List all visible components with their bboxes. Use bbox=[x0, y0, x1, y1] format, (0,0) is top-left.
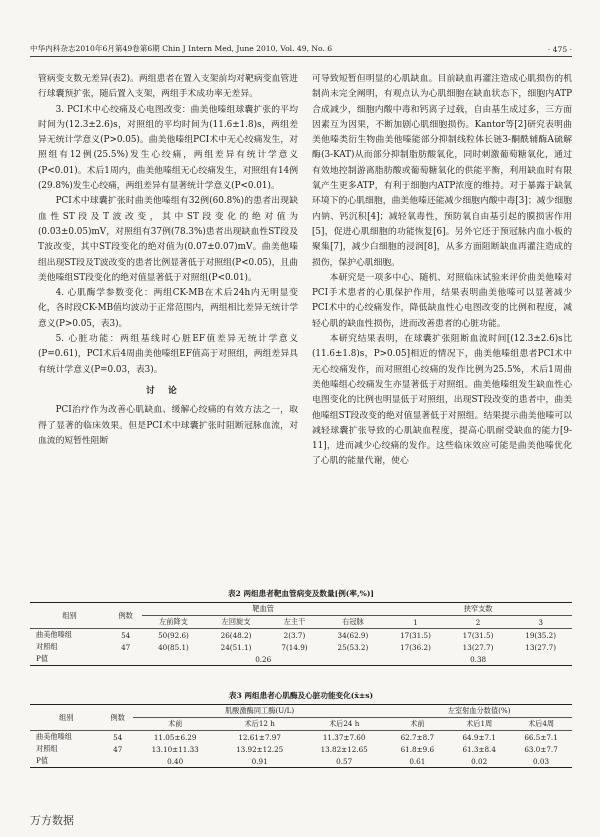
table2-col-header: 左回旋支 bbox=[221, 617, 251, 626]
table3-col-header: 术后1周 bbox=[466, 719, 493, 728]
table2-n-header: 例数 bbox=[109, 603, 142, 629]
paragraph: PCI术中球囊扩张时曲美他嗪组有32例(60.8%)的患者出现缺血性ST段及T波改变，其中ST段变化的绝对值为(0.03±0.05)mV，对照组有37例(78.3%)患者出现缺血性ST段及T波改变，其中ST段变化的绝对值为(0.07±0.07)mV。曲美他嗪组出现ST段及T波改变的患者比例显著低于对照组(P<0.05)，且曲美他嗪组ST段变化的绝对值显著低于对照组(P<0.01)。 bbox=[38, 196, 298, 283]
paragraph: 可导致短暂但明显的心肌缺血。目前缺血再灌注造成心肌损伤的机制尚未完全阐明，有观点认为心肌细胞在缺血状态下，细胞内ATP合成减少，细胞内酸中毒和钙离子过载，自由基生成过多，三方面因素互为因果，不断加剧心肌细胞损伤。Kantor等[2]研究表明曲美他嗪类衍生物曲美他嗪能部分抑制线粒体长链3-酮酰辅酶A硫解酶(3-KAT)从而部分抑制脂肪酸氧化，同时刺激葡萄糖氧化，通过有效地控制游离脂肪酸或葡萄糖氧化的供能平衡，利用缺血时有限氧产生更多ATP，有利于细胞内ATP浓度的维持。对于暴露于缺氧环境下的心肌细胞，曲美他嗪还能减少细胞内酸中毒[3]；减少细胞内钠、钙沉积[4]；减轻氧毒性，预防氧自由基引起的膜损害作用[5]，促进心肌细胞的功能恢复[6]。另外它还于预冠脉内血小板的聚集[7]，减少白细胞的浸润[8]，从多方面阻断缺血再灌注造成的损伤，保护心肌细胞。 bbox=[312, 74, 572, 268]
table-cell: 对照组 bbox=[36, 642, 58, 651]
table-cell: 40(85.1) bbox=[158, 642, 189, 652]
p-value: 0.38 bbox=[470, 654, 487, 664]
table3-col-header: 术后24 h bbox=[328, 719, 360, 728]
p-value: 0.57 bbox=[336, 756, 353, 766]
p-value-label: P值 bbox=[36, 756, 49, 765]
table-cell: 54 bbox=[113, 732, 123, 742]
paragraph: 管病变支数无差异(表2)。两组患者在置入支架前均对靶病变血管进行球囊预扩张，随后置入支架，两组手术成功率无差异。 bbox=[38, 74, 298, 100]
table-cell: 63.0±7.7 bbox=[524, 744, 558, 754]
paragraph: PCI治疗作为改善心肌缺血、缓解心绞痛的有效方法之一，取得了显著的临床效果。但是PCI术中球囊扩张时阻断冠脉血流，对血流的短暂性阻断 bbox=[38, 405, 298, 446]
p-value: 0.61 bbox=[409, 756, 426, 766]
table-cell: 对照组 bbox=[36, 744, 58, 753]
table-cell: 13.92±12.25 bbox=[236, 744, 284, 754]
table-cell: 13.82±12.65 bbox=[320, 744, 368, 754]
table3-caption: 表3 两组患者心肌酶及心脏功能变化(x̄±s) bbox=[228, 691, 374, 700]
table2-group-header: 组别 bbox=[30, 603, 109, 629]
table-cell: 66.5±7.1 bbox=[524, 732, 558, 742]
table-row bbox=[30, 755, 572, 768]
table2-caption: 表2 两组患者靶血管病变及数量[例(率,%)] bbox=[227, 589, 375, 598]
p-value: 0.26 bbox=[255, 654, 272, 664]
table-cell: 13(27.7) bbox=[525, 642, 557, 652]
table2-narrow-header: 狭窄支数 bbox=[384, 603, 572, 616]
table-cell: 54 bbox=[121, 630, 131, 640]
paragraph: 4. 心肌酶学参数变化：两组CK-MB在术后24h内无明显变化，各时段CK-MB值均波动于正常范围内，两组相比差异无统计学意义(P>0.05，表3)。 bbox=[38, 288, 298, 329]
table-row bbox=[30, 743, 572, 755]
table-cell: 2(3.7) bbox=[283, 630, 306, 640]
table3-n-header: 例数 bbox=[103, 705, 133, 731]
table-cell: 19(35.2) bbox=[525, 630, 557, 640]
paragraph: 本研究结果表明，在球囊扩张阻断血流时间[(12.3±2.6)s比(11.6±1.8)s，P>0.05]相近的情况下，曲美他嗪组患者PCI术中无心绞痛发作，而对照组心绞痛的发作比例为25.5%，术后1周曲美他嗪组心绞痛发生亦显著低于对照组。曲美他嗪组发生缺血性心电图变化的比例也明显低于对照组，出现ST段改变的患者中，曲美他嗪组ST段改变的绝对值显著低于对照组。结果提示曲美他嗪可以减轻球囊扩张导致的心肌缺血程度，提高心肌耐受缺血的能力[9-11]，进而减少心绞痛的发作。这些临床效应可能是曲美他嗪优化了心肌的能量代谢，使心 bbox=[312, 334, 572, 467]
table-cell: 13.10±11.33 bbox=[151, 744, 199, 754]
table-cell: 61.8±9.6 bbox=[400, 744, 435, 754]
page-number: · 475 · bbox=[547, 45, 572, 54]
table-cell: 17(36.2) bbox=[400, 642, 431, 652]
table-cell: 24(51.1) bbox=[220, 642, 252, 652]
table-cell: 17(31.5) bbox=[462, 630, 494, 640]
table3-ef-header: 左室射血分数值(%) bbox=[386, 705, 572, 718]
table-cell: 47 bbox=[121, 642, 131, 652]
p-value: 0.02 bbox=[471, 756, 488, 766]
table2-col-header: 左主干 bbox=[283, 617, 306, 626]
table-cell: 11.37±7.60 bbox=[322, 732, 366, 742]
journal-info: 中华内科杂志2010年6月第49卷第6期 Chin J Intern Med, June 2010, Vol. 49, No. 6 bbox=[30, 44, 333, 53]
table2-col-header: 右冠脉 bbox=[342, 617, 364, 626]
p-value: 0.91 bbox=[251, 756, 268, 766]
table-cell: 25(53.2) bbox=[337, 642, 369, 652]
p-value-label: P值 bbox=[36, 654, 49, 663]
table2-col-header: 2 bbox=[475, 617, 481, 627]
table3-group-header: 组别 bbox=[30, 705, 103, 731]
right-column bbox=[312, 72, 572, 470]
table-row bbox=[30, 641, 572, 653]
table2 bbox=[30, 602, 572, 666]
table-cell: 64.9±7.1 bbox=[462, 732, 496, 742]
table-cell: 17(31.5) bbox=[400, 630, 431, 640]
table-cell: 曲美他嗪组 bbox=[36, 630, 72, 639]
table3-col-header: 术前 bbox=[410, 719, 425, 728]
watermark-footer: 万方数据 bbox=[30, 814, 74, 827]
table-cell: 7(14.9) bbox=[281, 642, 308, 652]
table-cell: 12.61±7.97 bbox=[238, 732, 281, 742]
section-heading: 讨论 bbox=[146, 385, 190, 396]
paragraph: 5. 心脏功能：两组基线时心脏EF值差异无统计学意义(P=0.61)，PCI术后4周曲美他嗪组EF值高于对照组，两组差异具有统计学意义(P=0.03，表3)。 bbox=[38, 334, 298, 375]
table-cell: 曲美他嗪组 bbox=[36, 732, 72, 741]
table2-col-header: 3 bbox=[538, 617, 543, 627]
paragraph: 本研究是一项多中心、随机、对照临床试验来评价曲美他嗪对PCI手术患者的心肌保护作用，结果表明曲美他嗪可以显著减少PCI术中的心绞痛发作，降低缺血性心电图改变的比例和程度，减轻心肌的缺血性损伤，进而改善患者的心脏功能。 bbox=[312, 272, 572, 329]
p-value: 0.40 bbox=[167, 756, 184, 766]
paragraph: 3. PCI术中心绞痛及心电图改变：曲美他嗪组球囊扩张的平均时间为(12.3±2.6)s，对照组的平均时间为(11.6±1.8)s，两组差异无统计学意义(P>0.05)。曲美他嗪组PCI术中无心绞痛发生，对照组有12例(25.5%)发生心绞痛，两组差异有统计学意义(P<0.01)。术后1周内，曲美他嗪组无心绞痛发生，对照组有14例(29.8%)发生心绞痛，两组差异有显著统计学意义(P<0.01)。 bbox=[38, 104, 298, 192]
table-cell: 11.05±6.29 bbox=[153, 732, 197, 742]
table3-col-header: 术后12 h bbox=[244, 719, 275, 728]
table-cell: 26(48.2) bbox=[220, 630, 252, 640]
table3-ck-header: 肌酸激酶同工酶(U/L) bbox=[133, 705, 387, 718]
table-cell: 61.3±8.4 bbox=[462, 744, 496, 754]
table-cell: 62.7±8.7 bbox=[400, 732, 435, 742]
left-column bbox=[38, 72, 298, 449]
table3 bbox=[30, 704, 572, 768]
table2-col-header: 1 bbox=[413, 617, 418, 627]
table-row bbox=[30, 731, 572, 744]
table2-vessel-header: 靶血管 bbox=[142, 603, 384, 616]
table-row bbox=[30, 653, 572, 666]
table-cell: 50(92.6) bbox=[158, 630, 189, 640]
table3-col-header: 术后4周 bbox=[527, 719, 555, 728]
table-row bbox=[30, 629, 572, 642]
table-cell: 34(62.9) bbox=[337, 630, 369, 640]
table3-col-header: 术前 bbox=[167, 719, 183, 728]
p-value: 0.03 bbox=[533, 756, 550, 766]
table-cell: 13(27.7) bbox=[462, 642, 494, 652]
table-cell: 47 bbox=[113, 744, 123, 754]
running-header bbox=[30, 40, 572, 57]
table2-col-header: 左前降支 bbox=[159, 617, 188, 626]
